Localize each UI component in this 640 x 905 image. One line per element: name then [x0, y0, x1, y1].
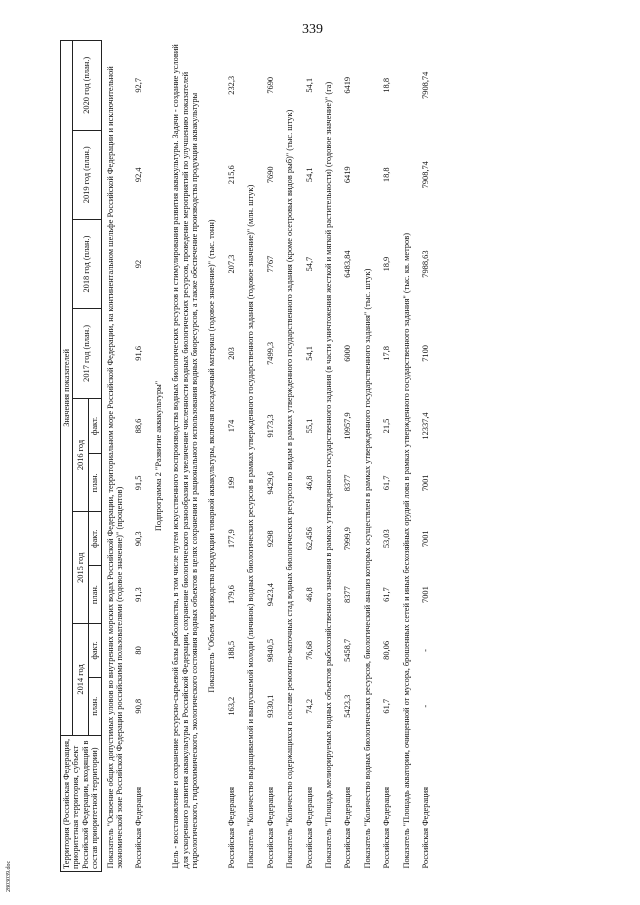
- value-cell: 90,3: [134, 531, 144, 547]
- territory-cell: Российская Федерация: [226, 787, 236, 869]
- territory-cell: Российская Федерация: [134, 787, 144, 869]
- territory-cell: Российская Федерация: [265, 787, 275, 869]
- indicator-row: [398, 41, 415, 872]
- value-cell: 9429,6: [265, 471, 275, 495]
- year-2018-header: 2018 год (план.): [73, 219, 101, 308]
- values-group-header: Значения показателей: [61, 41, 73, 736]
- value-cell: 18,8: [382, 167, 392, 183]
- year-2016-header: 2016 год: [73, 398, 89, 512]
- value-cell: 88,6: [134, 418, 144, 434]
- value-cell: 54,1: [304, 77, 314, 93]
- year-2019-header: 2019 год (план.): [73, 130, 101, 219]
- value-cell: 92,7: [134, 77, 144, 93]
- value-cell: 5423,3: [343, 694, 353, 718]
- value-cell: 7690: [265, 166, 275, 184]
- territory-header: Территория (Российская Федерация, приоритетная территория, субъект Российской Федерации, входящий в состав приоритетной территории): [61, 735, 102, 871]
- value-cell: 6419: [343, 166, 353, 184]
- indicator-row: [320, 41, 337, 872]
- value-cell: 232,3: [226, 75, 236, 95]
- table-row: [376, 41, 397, 872]
- value-cell: 7001: [420, 474, 430, 492]
- value-cell: 53,03: [382, 529, 392, 549]
- value-cell: 61,7: [382, 698, 392, 714]
- value-cell: 7999,9: [343, 527, 353, 551]
- table-row: [221, 41, 242, 872]
- value-cell: 188,5: [226, 640, 236, 660]
- plan-header: план.: [89, 677, 101, 735]
- value-cell: 21,5: [382, 418, 392, 434]
- value-cell: 46,8: [304, 587, 314, 602]
- value-cell: 7908,74: [420, 161, 430, 189]
- value-cell: 91,6: [134, 346, 144, 361]
- value-cell: 163,2: [226, 696, 236, 716]
- value-cell: 80,06: [382, 640, 392, 660]
- value-cell: 9423,4: [265, 583, 275, 607]
- indicator-row: [359, 41, 376, 872]
- subheading-row: [150, 41, 167, 872]
- table-row: [128, 41, 149, 872]
- value-cell: 62,456: [304, 527, 314, 551]
- value-cell: 7001: [420, 586, 430, 603]
- indicator-row: [281, 41, 298, 872]
- value-cell: 7100: [420, 345, 430, 362]
- value-cell: 91,5: [134, 475, 144, 491]
- value-cell: 61,7: [382, 587, 392, 602]
- indicator-text: Показатель "Освоение общих допустимых уловов во внутренних морских водах Российской Федерации, территориальном море Российской Федерации, на континентальном шельфе Российской Федерации и исключительной экономической зоне Российской Федерации российскими пользователями (годовое значение)" (процентов): [105, 66, 125, 869]
- value-cell: 7908,74: [420, 71, 430, 99]
- value-cell: 203: [226, 347, 236, 360]
- goal-row: [167, 41, 203, 872]
- territory-cell: Российская Федерация: [382, 787, 392, 869]
- value-cell: 92,4: [134, 167, 144, 183]
- value-cell: 179,6: [226, 585, 236, 604]
- value-cell: 46,8: [304, 475, 314, 491]
- year-2015-header: 2015 год: [73, 512, 89, 624]
- value-cell: 7499,3: [265, 341, 275, 365]
- rotated-table-container: [60, 40, 612, 872]
- table-row: [415, 41, 436, 872]
- fact-header: факт.: [89, 398, 101, 454]
- value-cell: -: [420, 704, 430, 708]
- plan-header: план.: [89, 454, 101, 512]
- table-row: [337, 41, 358, 872]
- subheading-text: Показатель "Объем производства продукции товарной аквакультуры, включая посадочный материал (годовое значение)" (тыс. тонн): [207, 219, 217, 693]
- value-cell: 76,68: [304, 640, 314, 660]
- value-cell: 54,1: [304, 346, 314, 361]
- value-cell: 18,8: [382, 77, 392, 93]
- value-cell: 6000: [343, 345, 353, 362]
- goal-text: Цель - восстановление и сохранение ресурсно-сырьевой базы рыболовства, в том числе путем искусственного воспроизводства водных биологических ресурсов и стимулирования развития аквакультуры. Задачи - создание условий для ускоренного развития аквакультуры в Российской Федерации, сохранение биологического разнообразия и увеличение численности водных биологических ресурсов, проведение мероприятий по улучшению показателей гидрологического, гидрохимического, экологического состояния водных объектов в целях сохранения и рационального использования водных биоресурсов, а также обеспечение производства продукции аквакультуры: [171, 44, 200, 869]
- value-cell: 18,9: [382, 256, 392, 272]
- value-cell: 8377: [343, 474, 353, 492]
- value-cell: 9840,5: [265, 638, 275, 662]
- indicator-text: Показатель "Площадь акватории, очищенной от мусора, брошенных сетей и иных бесхозяйных орудий лова в рамках утвержденного государственного задания" (тыс. кв. метров): [401, 233, 411, 869]
- value-cell: 8377: [343, 586, 353, 603]
- value-cell: 90,8: [134, 698, 144, 714]
- indicator-text: Показатель "Количество выращиваемой и выпускаемой молоди (личинок) водных биологических ресурсов в рамках утвержденного государственного задания (годовое значение)" (млн. штук): [246, 184, 256, 869]
- value-cell: 5458,7: [343, 638, 353, 662]
- value-cell: 17,8: [382, 346, 392, 361]
- value-cell: 7690: [265, 76, 275, 94]
- plan-header: план.: [89, 566, 101, 624]
- value-cell: 9298: [265, 530, 275, 548]
- footer-code: 2803039.doc: [6, 860, 12, 892]
- value-cell: 10957,9: [343, 412, 353, 440]
- value-cell: 54,1: [304, 167, 314, 183]
- value-cell: 177,9: [226, 529, 236, 549]
- page-number: 339: [302, 22, 323, 37]
- year-2014-header: 2014 год: [73, 624, 89, 736]
- territory-cell: Российская Федерация: [343, 787, 353, 869]
- indicator-row: [242, 41, 259, 872]
- territory-cell: Российская Федерация: [304, 787, 314, 869]
- value-cell: 91,3: [134, 587, 144, 602]
- value-cell: -: [420, 649, 430, 652]
- subheading-row: [203, 41, 220, 872]
- subheading-text: Подпрограмма 2 "Развитие аквакультуры": [153, 380, 163, 532]
- value-cell: 6483,84: [343, 250, 353, 278]
- indicator-row: [101, 41, 128, 872]
- indicator-text: Показатель "Площадь мелиорируемых водных объектов рыбохозяйственного значения в рамках утвержденного государственного задания (в части уничтожения жесткой и мягкой растительности) (годовое значение)" (га): [323, 81, 333, 869]
- value-cell: 55,1: [304, 418, 314, 434]
- table-row: [260, 41, 281, 872]
- value-cell: 7001: [420, 530, 430, 548]
- value-cell: 92: [134, 259, 144, 269]
- value-cell: 74,2: [304, 698, 314, 714]
- table-row: [299, 41, 320, 872]
- value-cell: 7767: [265, 255, 275, 273]
- year-2020-header: 2020 год (план.): [73, 41, 101, 131]
- value-cell: 9173,3: [265, 414, 275, 438]
- table-body: [101, 41, 436, 872]
- territory-cell: Российская Федерация: [420, 787, 430, 869]
- value-cell: 7988,63: [420, 250, 430, 278]
- value-cell: 174: [226, 419, 236, 433]
- fact-header: факт.: [89, 512, 101, 566]
- value-cell: 61,7: [382, 475, 392, 491]
- value-cell: 80: [134, 646, 144, 655]
- indicator-text: Показатель "Количество содержащихся в составе ремонтно-маточных стад водных биологических ресурсов по видам в рамках утвержденного государственного задания (кроме осетровых видов рыб)" (тыс. штук): [285, 109, 295, 869]
- year-2017-header: 2017 год (план.): [73, 309, 101, 398]
- value-cell: 9330,1: [265, 694, 275, 718]
- value-cell: 215,6: [226, 165, 236, 185]
- fact-header: факт.: [89, 624, 101, 678]
- indicator-text: Показатель "Количество водных биологических ресурсов, биологический анализ которых осуществлен в рамках утвержденного государственного задания" (тыс. штук): [362, 268, 372, 869]
- value-cell: 12337,4: [420, 412, 430, 440]
- value-cell: 207,3: [226, 254, 236, 274]
- value-cell: 54,7: [304, 256, 314, 272]
- value-cell: 6419: [343, 76, 353, 94]
- value-cell: 199: [226, 476, 236, 490]
- indicators-table: [60, 40, 436, 872]
